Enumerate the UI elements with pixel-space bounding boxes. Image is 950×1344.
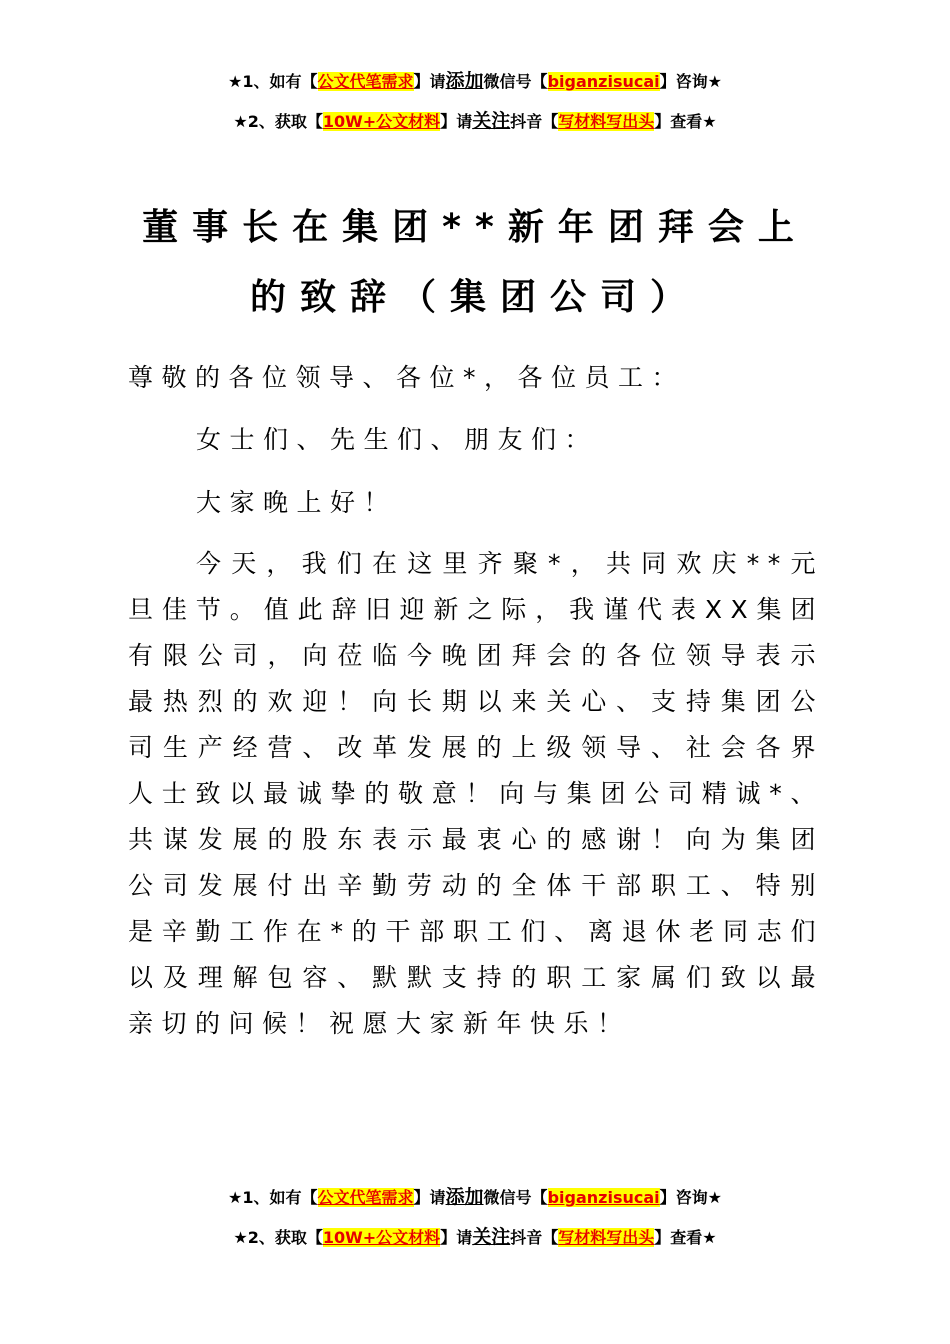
promo-prefix: ★1、如有【: [228, 1188, 318, 1207]
promo-text: 】请: [440, 1228, 473, 1247]
promo-text: 】请: [413, 72, 446, 91]
promo-highlight-service: 公文代笔需求: [317, 1188, 414, 1207]
promo-emphasis: 关注: [472, 1226, 511, 1248]
promo-text: 】请: [413, 1188, 446, 1207]
promo-banner-bottom-line-1: [0, 1187, 950, 1208]
promo-suffix: 】咨询★: [659, 1188, 722, 1207]
promo-highlight-wechat-id: biganzisucai: [547, 1188, 660, 1207]
greeting-line: 大家晚上好！: [196, 488, 398, 517]
promo-prefix: ★2、获取【: [233, 1228, 323, 1247]
salutation: 尊敬的各位领导、各位*，各位员工：: [128, 363, 686, 392]
promo-text: 微信号【: [483, 1188, 548, 1207]
promo-emphasis: 添加: [445, 1186, 484, 1208]
promo-text: 抖音【: [510, 1228, 559, 1247]
promo-suffix: 】查看★: [654, 112, 717, 131]
document-title-line-1: 董事长在集团**新年团拜会上: [142, 207, 808, 248]
promo-text: 微信号【: [483, 72, 548, 91]
document-title-line-2: 的致辞（集团公司）: [249, 277, 700, 318]
promo-highlight-douyin-account: 写材料写出头: [558, 1228, 655, 1247]
promo-highlight-materials: 10W+公文材料: [322, 1228, 441, 1247]
promo-highlight-service: 公文代笔需求: [317, 72, 414, 91]
body-paragraph: 今天，我们在这里齐聚*，共同欢庆**元旦佳节。值此辞旧迎新之际，我谨代表XX集团有限公司，向莅临今晚团拜会的各位领导表示最热烈的欢迎！向长期以来关心、支持集团公司生产经营、改革发展的上级领导、社会各界人士致以最诚挚的敬意！向与集团公司精诚*、共谋发展的股东表示最衷心的感谢！向为集团公司发展付出辛勤劳动的全体干部职工、特别是辛勤工作在*的干部职工们、离退休老同志们以及理解包容、默默支持的职工家属们致以最亲切的问候！祝愿大家新年快乐！: [128, 549, 824, 1038]
greeting-line: 女士们、先生们、朋友们：: [196, 425, 599, 454]
promo-highlight-douyin-account: 写材料写出头: [558, 112, 655, 131]
promo-banner-top-line-1: [0, 71, 950, 92]
promo-emphasis: 关注: [472, 110, 511, 132]
promo-banner-top-line-2: [0, 111, 950, 132]
promo-highlight-materials: 10W+公文材料: [322, 112, 441, 131]
promo-text: 】请: [440, 112, 473, 131]
promo-text: 抖音【: [510, 112, 559, 131]
promo-highlight-wechat-id: biganzisucai: [547, 72, 660, 91]
promo-suffix: 】咨询★: [659, 72, 722, 91]
promo-suffix: 】查看★: [654, 1228, 717, 1247]
promo-emphasis: 添加: [445, 70, 484, 92]
promo-prefix: ★1、如有【: [228, 72, 318, 91]
promo-prefix: ★2、获取【: [233, 112, 323, 131]
promo-banner-bottom-line-2: [0, 1227, 950, 1248]
